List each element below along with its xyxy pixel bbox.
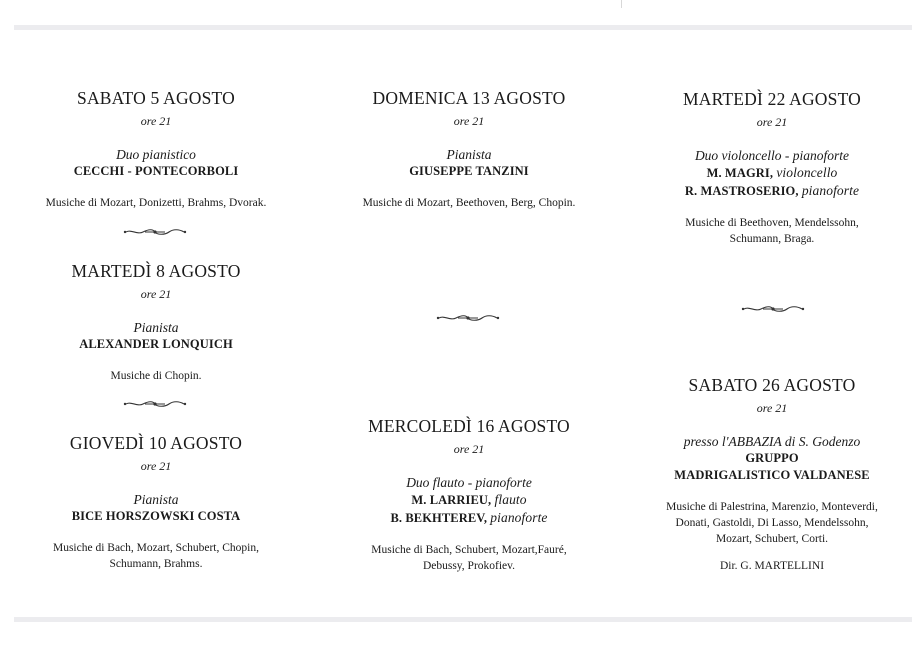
program-line: Schumann, Braga.: [729, 233, 815, 245]
event-time: ore 21: [140, 287, 172, 301]
event-role: Pianista: [133, 320, 179, 335]
event-martedi-22-agosto: [623, 89, 921, 247]
event-time: ore 21: [756, 115, 788, 129]
program: [623, 499, 921, 547]
program: [318, 195, 620, 211]
event-date: MARTEDÌ 8 AGOSTO: [71, 261, 241, 281]
event-time: ore 21: [140, 114, 172, 128]
bottom-rule: [14, 617, 912, 622]
program: [623, 215, 921, 247]
performer: [318, 163, 620, 180]
performer-name: BICE HORSZOWSKI COSTA: [71, 509, 241, 523]
event-role: Pianista: [133, 492, 179, 507]
program-line: Mozart, Schubert, Corti.: [715, 533, 829, 545]
event-role: Pianista: [446, 147, 492, 162]
event-role: Duo pianistico: [116, 147, 196, 162]
program-line: Musiche di Palestrina, Marenzio, Monteverdi,: [666, 501, 878, 513]
performer-instrument: pianoforte: [490, 510, 548, 525]
sheet-edge-mark: [621, 0, 622, 8]
event-time: ore 21: [756, 401, 788, 415]
performer-name: MADRIGALISTICO VALDANESE: [674, 468, 870, 482]
event-venue: presso l'ABBAZIA di S. Godenzo: [683, 434, 861, 449]
performer: [623, 182, 921, 200]
program-line: Schumann, Brahms.: [109, 558, 203, 570]
event-role: Duo violoncello - pianoforte: [694, 148, 850, 163]
event-date: GIOVEDÌ 10 AGOSTO: [69, 433, 243, 453]
event-time: ore 21: [140, 459, 172, 473]
event-martedi-8-agosto: [5, 261, 307, 384]
ornament-divider: [123, 400, 187, 408]
event-sabato-26-agosto: [623, 375, 921, 574]
program-line: Debussy, Prokofiev.: [422, 560, 516, 572]
performer-name: CECCHI - PONTECORBOLI: [73, 164, 239, 178]
performer: [623, 467, 921, 484]
director: Dir. G. MARTELLINI: [719, 560, 825, 572]
top-rule: [14, 25, 912, 30]
program-line: Musiche di Bach, Schubert, Mozart,Fauré,: [371, 544, 567, 556]
performer-instrument: pianoforte: [801, 183, 860, 198]
performer-name: M. MAGRI,: [706, 166, 774, 180]
ornament-divider: [123, 228, 187, 236]
program: [318, 542, 620, 574]
performer-name: GRUPPO: [745, 451, 799, 465]
ornament-divider: [741, 305, 805, 313]
program: [5, 195, 307, 211]
event-sabato-5-agosto: [5, 88, 307, 211]
program-line: Musiche di Mozart, Donizetti, Brahms, Dvorak.: [45, 197, 267, 209]
ornament-divider: [436, 314, 500, 322]
event-date: SABATO 26 AGOSTO: [688, 375, 856, 395]
performer: [5, 336, 307, 353]
event-date: MARTEDÌ 22 AGOSTO: [682, 89, 861, 109]
event-domenica-13-agosto: [318, 88, 620, 211]
event-time: ore 21: [453, 114, 485, 128]
event-date: DOMENICA 13 AGOSTO: [372, 88, 566, 108]
performer-instrument: violoncello: [776, 165, 838, 180]
event-date: SABATO 5 AGOSTO: [77, 88, 235, 108]
performer-instrument: flauto: [494, 492, 527, 507]
program-line: Musiche di Bach, Mozart, Schubert, Chopin,: [52, 542, 259, 554]
event-giovedi-10-agosto: [5, 433, 307, 572]
performer-name: GIUSEPPE TANZINI: [409, 164, 529, 178]
performer-name: ALEXANDER LONQUICH: [79, 337, 233, 351]
event-role: Duo flauto - pianoforte: [406, 475, 532, 490]
performer: [623, 164, 921, 182]
program-line: Musiche di Mozart, Beethoven, Berg, Chopin.: [362, 197, 576, 209]
performer-name: R. MASTROSERIO,: [684, 184, 799, 198]
performer: [623, 450, 921, 467]
performer: [5, 163, 307, 180]
event-date: MERCOLEDÌ 16 AGOSTO: [368, 416, 570, 436]
performer: [5, 508, 307, 525]
program: [5, 368, 307, 384]
performer-name: M. LARRIEU,: [411, 493, 492, 507]
performer: [318, 491, 620, 509]
event-time: ore 21: [453, 442, 485, 456]
performer: [318, 509, 620, 527]
event-mercoledi-16-agosto: [318, 416, 620, 574]
program: [5, 540, 307, 572]
program-line: Musiche di Chopin.: [110, 370, 202, 382]
performer-name: B. BEKHTEREV,: [390, 511, 488, 525]
program-line: Musiche di Beethoven, Mendelssohn,: [685, 217, 859, 229]
program-line: Donati, Gastoldi, Di Lasso, Mendelssohn,: [675, 517, 869, 529]
